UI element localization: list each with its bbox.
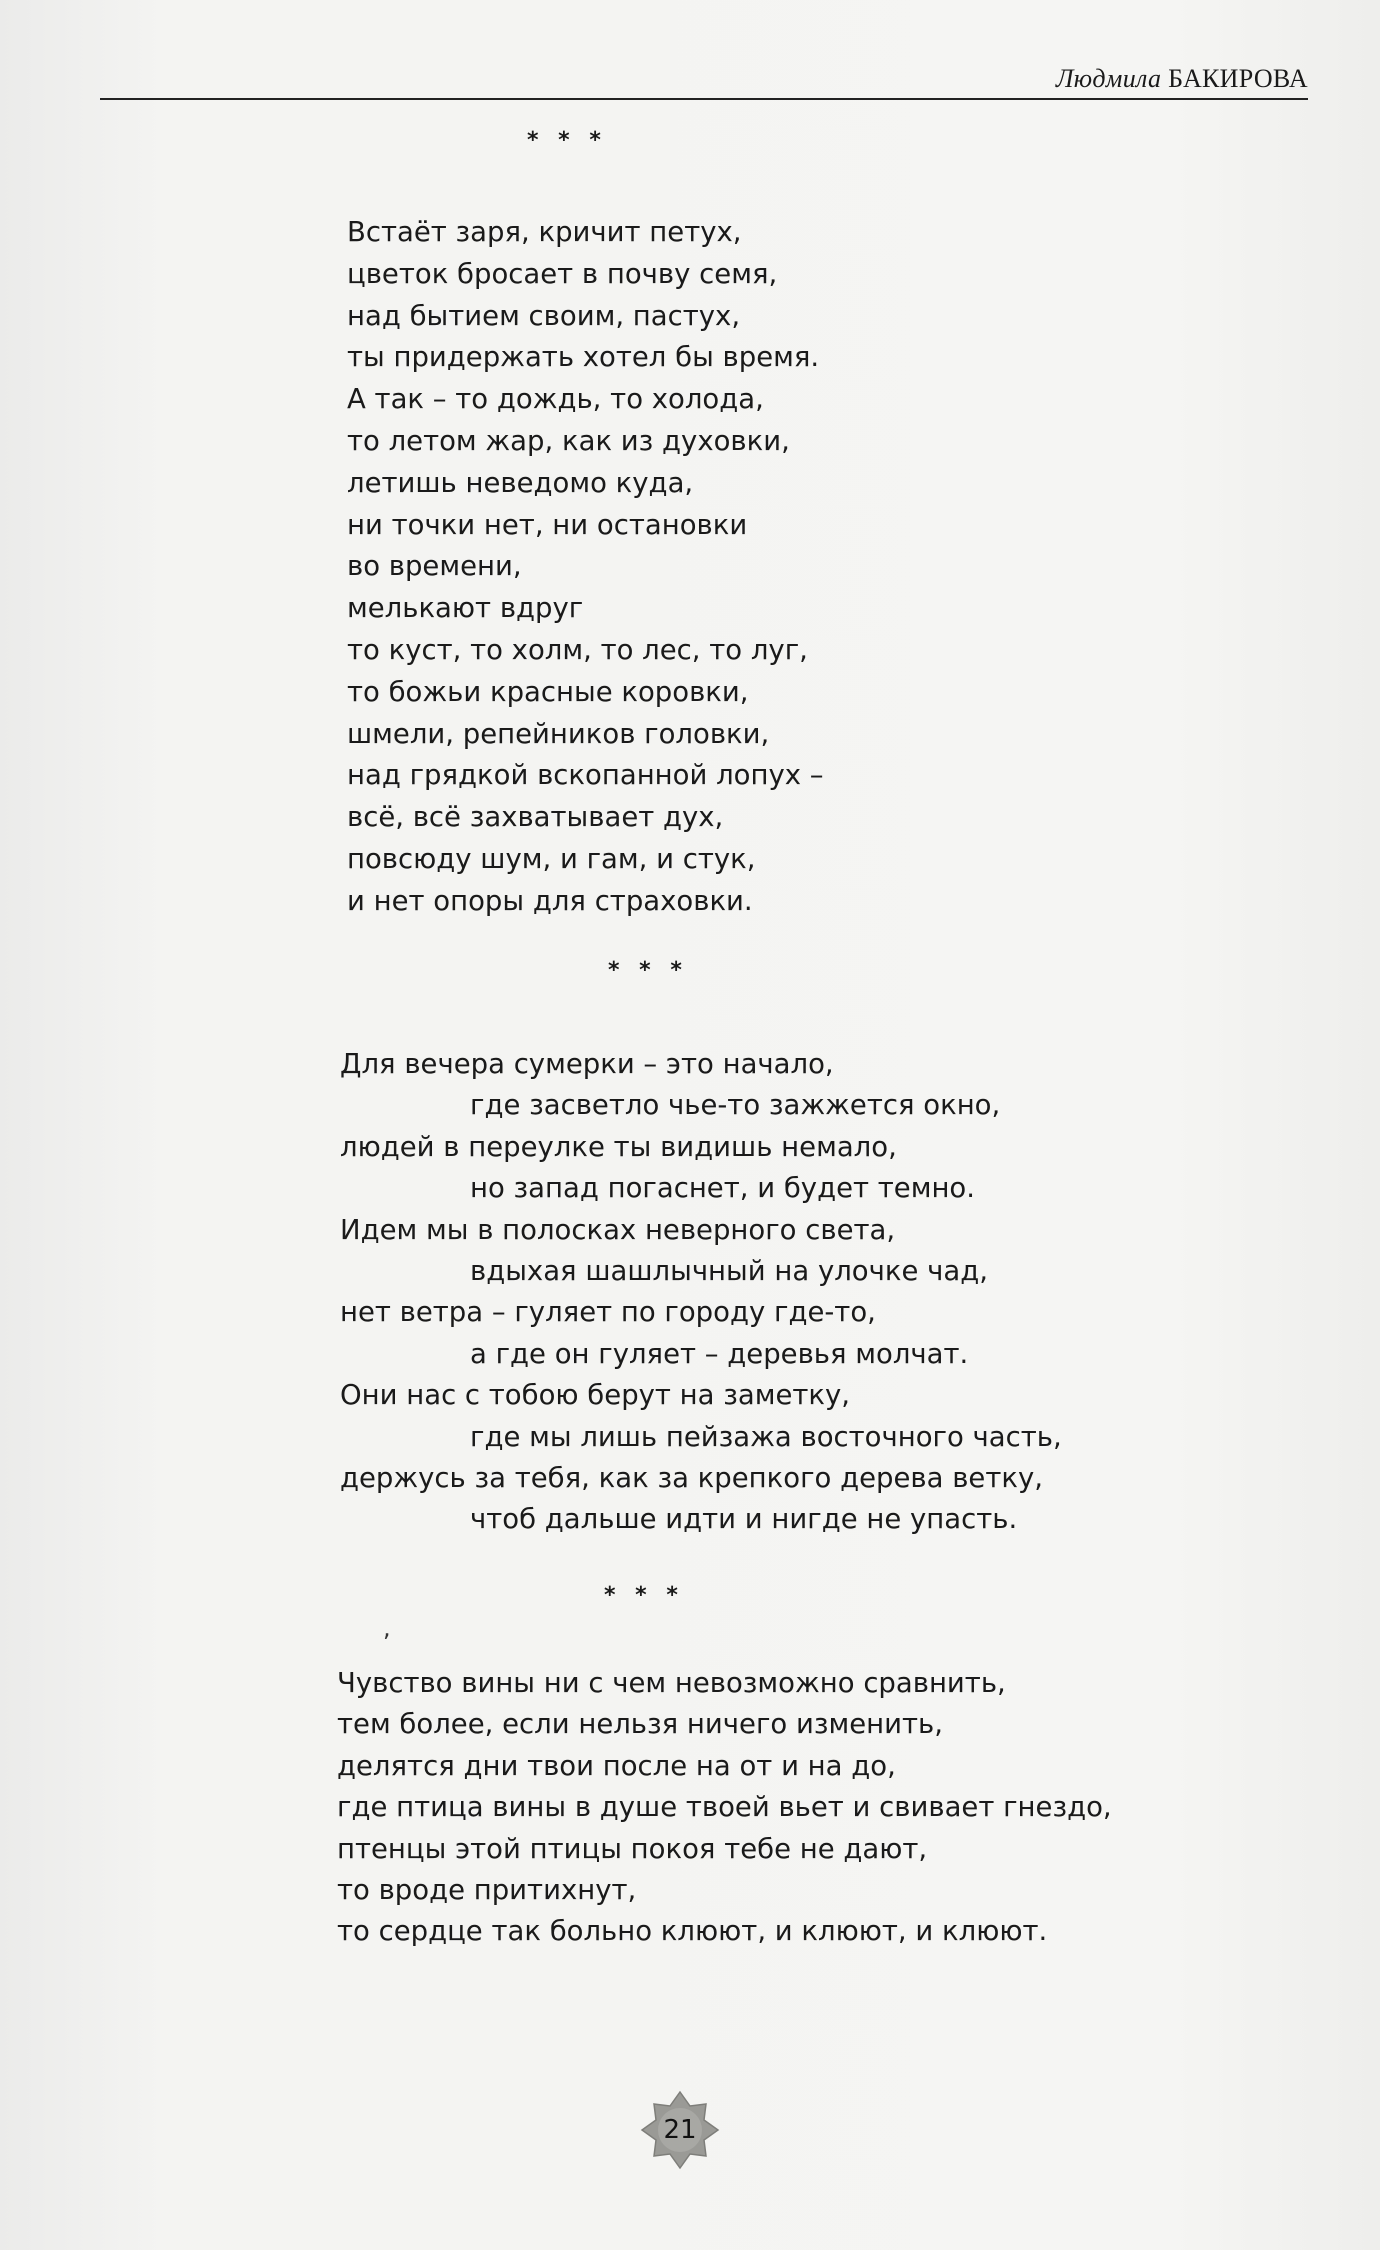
author-name [1056,64,1308,94]
section-separator: * * * [604,1583,684,1608]
poem-line: вдыхая шашлычный на улочке чад, [470,1254,988,1287]
poem-line: нет ветра – гуляет по городу где-то, [340,1296,876,1329]
poem-line: держусь за тебя, как за крепкого дерева ветку, [340,1461,1043,1494]
poem-3 [337,1663,1112,1953]
poem-line: людей в переулке ты видишь немало, [340,1130,897,1163]
poem-line: Они нас с тобою берут на заметку, [340,1379,851,1412]
author-first-name: Людмила [1055,64,1162,93]
poem-2 [340,1044,1062,1541]
poem-line: мелькают вдруг [347,592,584,625]
poem-line: летишь неведомо куда, [347,466,694,499]
section-separator: * * * [608,958,688,983]
poem-line: то летом жар, как из духовки, [347,424,790,457]
poem-1 [347,212,824,923]
poem-line: делятся дни твои после на от и на до, [337,1749,896,1782]
poem-line: цветок бросает в почву семя, [347,257,778,290]
section-separator: * * * [527,128,607,153]
poem-line: чтоб дальше идти и нигде не упасть. [470,1503,1018,1536]
poem-line: Встаёт заря, кричит петух, [347,216,742,248]
poem-line: А так – то дождь, то холода, [347,383,764,416]
poem-line: шмели, репейников головки, [347,717,770,750]
poem-line: Для вечера сумерки – это начало, [340,1048,834,1080]
poem-line: птенцы этой птицы покоя тебе не дают, [337,1832,928,1865]
poem-line: а где он гуляет – деревья молчат. [470,1337,969,1370]
poem-line: то вроде притихнут, [337,1873,637,1906]
poem-line: над грядкой вскопанной лопух – [347,759,824,792]
poem-line: и нет опоры для страховки. [347,884,753,917]
poem-line: ты придержать хотел бы время. [347,341,820,374]
poem-line: то сердце так больно клюют, и клюют, и клюют. [337,1915,1048,1948]
poem-line: где мы лишь пейзажа восточного часть, [470,1420,1062,1453]
poem-line: над бытием своим, пастух, [347,299,741,332]
poem-line: то куст, то холм, то лес, то луг, [347,633,808,666]
poem-line: ни точки нет, ни остановки [347,508,748,541]
author-last-name: БАКИРОВА [1168,64,1308,93]
page-number-badge [640,2090,720,2170]
poem-line: повсюду шум, и гам, и стук, [347,842,756,875]
stray-mark: , [383,1614,391,1642]
poem-line: но запад погаснет, и будет темно. [470,1172,976,1205]
page-number: 21 [663,2115,697,2145]
poem-line: то божьи красные коровки, [347,675,749,708]
poem-line: во времени, [347,550,522,583]
poem-line: Идем мы в полосках неверного света, [340,1213,896,1246]
poem-line: где засветло чье-то зажжется окно, [470,1089,1001,1122]
poem-line: тем более, если нельзя ничего изменить, [337,1708,943,1741]
poem-line: где птица вины в душе твоей вьет и свивает гнездо, [337,1791,1112,1824]
poem-line: всё, всё захватывает дух, [347,801,724,834]
poem-line: Чувство вины ни с чем невозможно сравнить, [337,1667,1006,1699]
running-header [100,64,1308,100]
